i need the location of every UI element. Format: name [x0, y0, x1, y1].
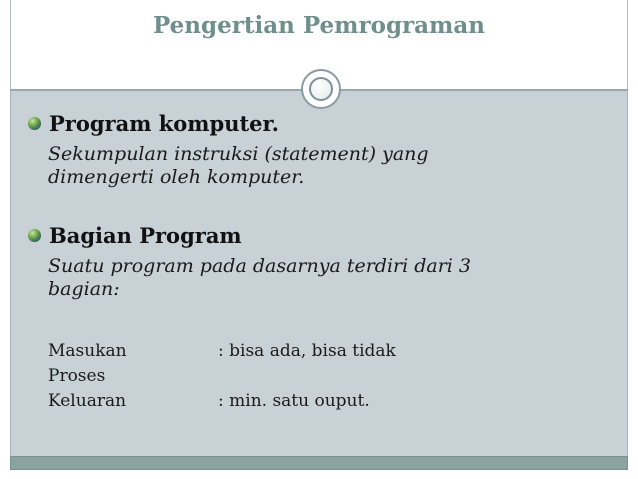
circle-ornament-icon [301, 69, 341, 109]
circle-ornament-inner [309, 77, 333, 101]
part-name: Masukan [48, 341, 127, 361]
section-description-line: Sekumpulan instruksi (statement) yang [48, 143, 429, 165]
part-row-masukan [48, 341, 396, 361]
section-heading-program [28, 111, 279, 136]
part-note: : bisa ada, bisa tidak [218, 341, 396, 361]
part-name: Proses [48, 366, 106, 386]
section-description-line: bagian: [48, 278, 120, 300]
slide-title: Pengertian Pemrograman [152, 12, 486, 39]
part-row-keluaran [48, 391, 370, 411]
heading-text: Program komputer. [49, 111, 279, 136]
green-orb-bullet-icon [28, 229, 41, 242]
bottom-bar [10, 456, 628, 470]
section-description-line: dimengerti oleh komputer. [48, 166, 305, 188]
green-orb-bullet-icon [28, 117, 41, 130]
section-description-line: Suatu program pada dasarnya terdiri dari 3 [48, 255, 471, 277]
part-name: Keluaran [48, 391, 127, 411]
heading-text: Bagian Program [49, 223, 242, 248]
section-heading-bagian [28, 223, 242, 248]
part-note: : min. satu ouput. [218, 391, 370, 411]
part-row-proses [48, 366, 218, 386]
